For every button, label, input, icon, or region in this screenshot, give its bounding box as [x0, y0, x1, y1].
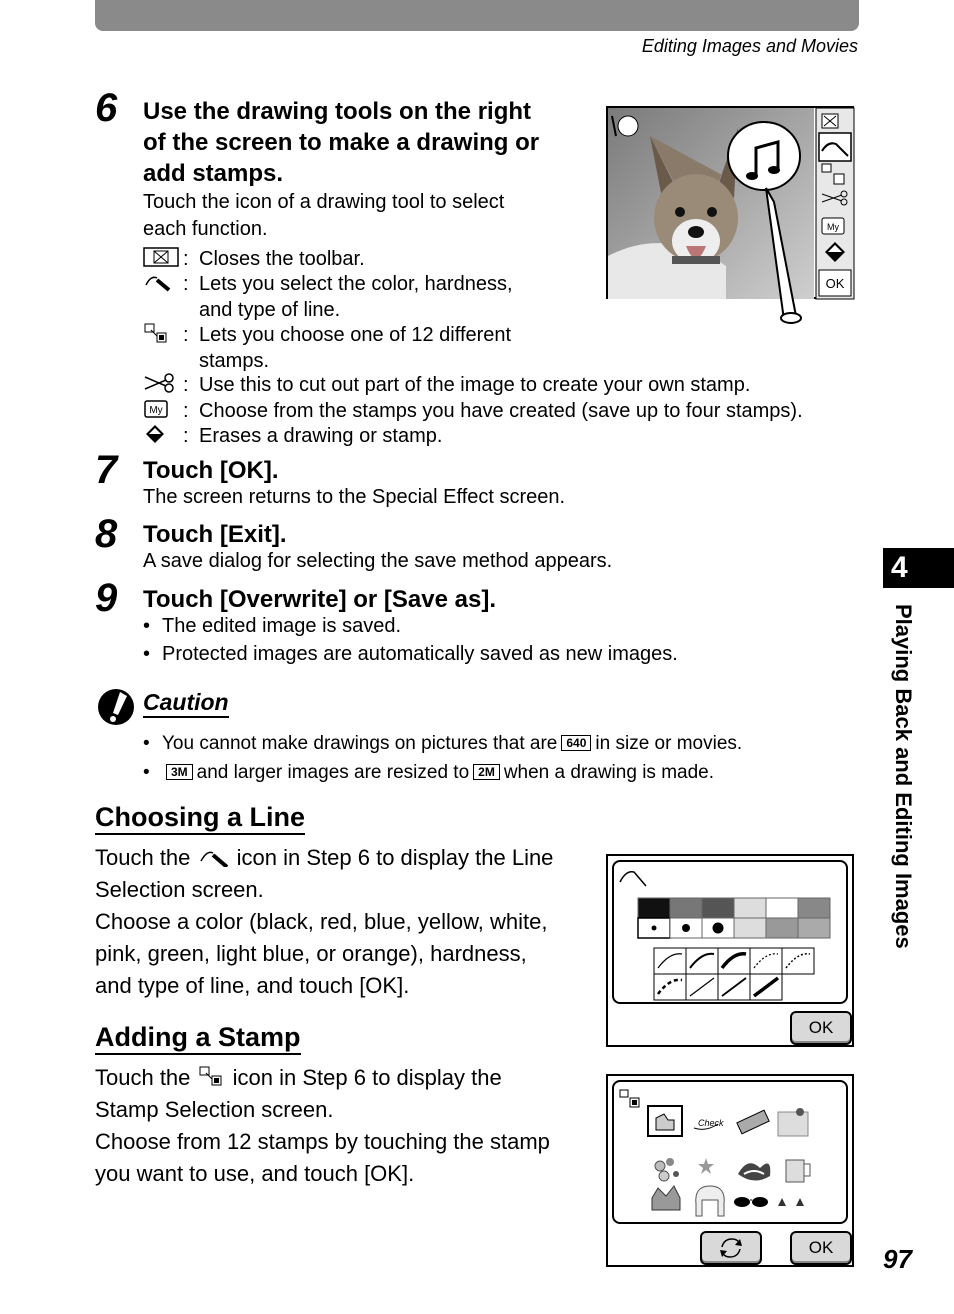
step-number-7: 7	[95, 448, 118, 492]
step-7-title: Touch [OK].	[143, 457, 279, 484]
stamp-selection-panel	[612, 1080, 848, 1224]
rotate-icon	[716, 1235, 746, 1261]
line-selection-panel	[612, 860, 848, 1004]
my-stamp-icon	[143, 398, 183, 420]
caution-icon	[96, 687, 136, 732]
chapter-label: Playing Back and Editing Images	[891, 604, 916, 949]
stamp-icon	[197, 1065, 227, 1087]
step-8-body: A save dialog for selecting the save method appears.	[143, 550, 613, 572]
eraser-icon	[143, 423, 183, 445]
choosing-line-text: Touch the icon in Step 6 to display the Line Selection screen. Choose a color (black, red, blue, yellow, white, pink, green, light blue, or orange), hardness, and type of line, and touch [OK].	[95, 845, 554, 998]
chapter-tab: 4	[883, 548, 954, 588]
svg-text:My: My	[827, 222, 839, 232]
step-8-title: Touch [Exit].	[143, 521, 287, 548]
adding-stamp-heading: Adding a Stamp	[95, 1021, 301, 1055]
size-2m-icon: 2M	[473, 764, 500, 780]
tool-row-stamp: : Lets you choose one of 12 different stamps.	[143, 322, 569, 374]
tool-row-close: : Closes the toolbar.	[143, 246, 365, 272]
step-9-title: Touch [Overwrite] or [Save as].	[143, 586, 496, 613]
step-number-9: 9	[95, 576, 118, 620]
close-toolbar-icon	[143, 246, 183, 268]
running-head: Editing Images and Movies	[641, 36, 858, 56]
tool-row-pen: : Lets you select the color, hardness, and type of line.	[143, 271, 569, 323]
line-selection-screen	[606, 854, 854, 1047]
tool-row-scissors: : Use this to cut out part of the image to create your own stamp.	[143, 372, 750, 398]
step-7-body: The screen returns to the Special Effect screen.	[143, 486, 566, 508]
step-9-bullet: • Protected images are automatically saved as new images.	[143, 643, 678, 665]
stamp-ok-button[interactable]: OK	[790, 1231, 852, 1265]
pen-icon	[143, 271, 183, 293]
page-number: 97	[883, 1244, 912, 1274]
adding-stamp-text: Touch the icon in Step 6 to display the Stamp Selection screen. Choose from 12 stamps by touching the stamp you want to use, and touch [OK].	[95, 1065, 550, 1186]
scissors-icon	[143, 372, 183, 394]
stamp-grid	[614, 1082, 846, 1222]
step-number-6: 6	[95, 86, 118, 130]
step-6-title: Use the drawing tools on the right of the screen to make a drawing or add stamps.	[143, 98, 540, 187]
step-9-bullet: • The edited image is saved.	[143, 615, 402, 637]
dog-photo-illustration	[606, 106, 854, 336]
line-ok-button[interactable]: OK	[790, 1011, 852, 1045]
check-stamp: Check	[698, 1118, 724, 1128]
stamp-selection-screen	[606, 1074, 854, 1267]
stamp-icon	[143, 322, 183, 344]
pen-icon	[197, 847, 231, 867]
tool-row-my-stamp: My : Choose from the stamps you have created (save up to four stamps).	[143, 398, 803, 424]
caution-title: Caution	[143, 688, 229, 718]
line-selection-grid	[614, 862, 846, 1002]
step-6-body: Touch the icon of a drawing tool to select each function.	[143, 191, 505, 240]
svg-text:OK: OK	[825, 276, 845, 291]
caution-bullet-2: • 3M and larger images are resized to 2M when a drawing is made.	[143, 762, 714, 783]
drawing-screen-image	[606, 106, 854, 299]
tool-row-eraser: : Erases a drawing or stamp.	[143, 423, 442, 449]
step-number-8: 8	[95, 512, 118, 556]
svg-text:My: My	[149, 405, 163, 416]
size-640-icon: 640	[561, 735, 591, 751]
rotate-button[interactable]	[700, 1231, 762, 1265]
size-3m-icon: 3M	[166, 764, 193, 780]
choosing-line-heading: Choosing a Line	[95, 801, 305, 835]
caution-bullet-1: • You cannot make drawings on pictures that are 640 in size or movies.	[143, 733, 743, 754]
header-bar	[95, 0, 859, 31]
